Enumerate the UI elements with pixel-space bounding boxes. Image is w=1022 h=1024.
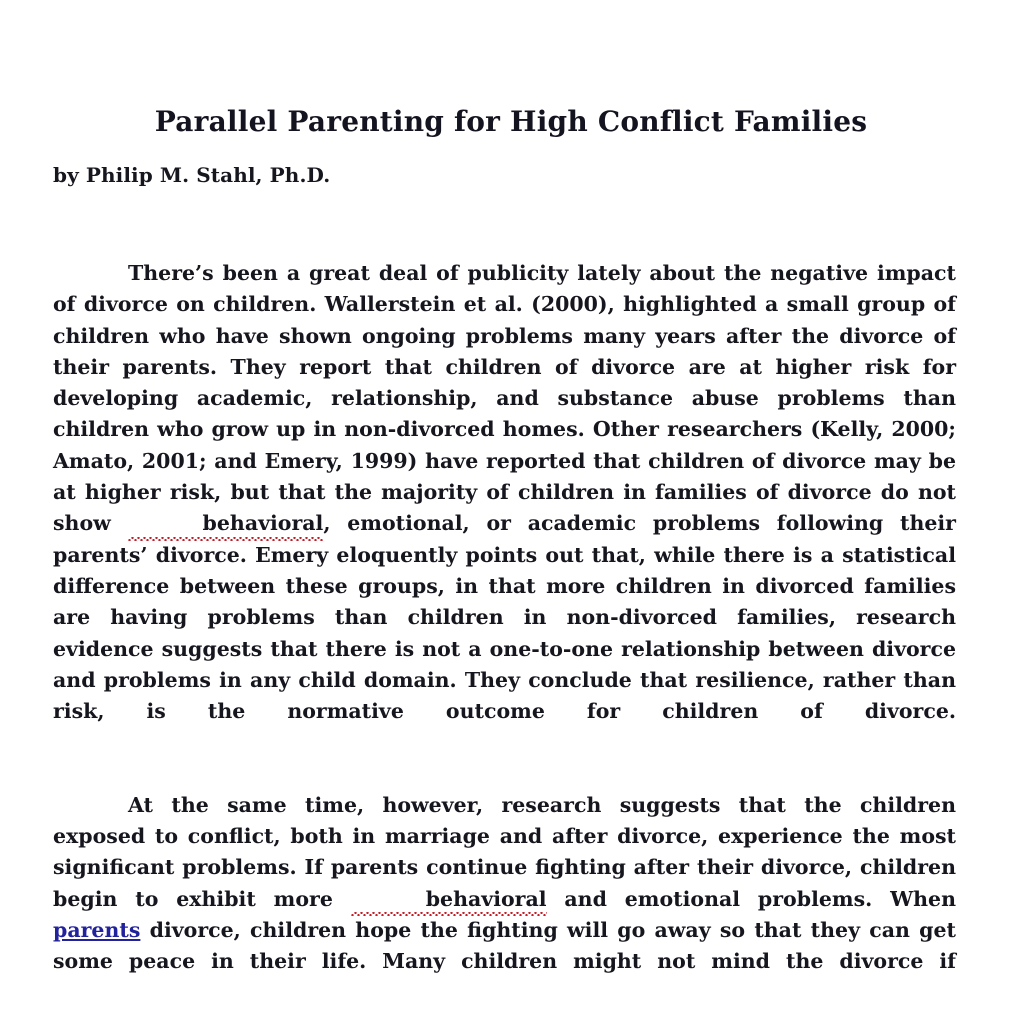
page-title: Parallel Parenting for High Conflict Families (154, 104, 868, 138)
body-paragraph: At the same time, however, research suggests that the children exposed to conflict, both in marriage and after divorce, experience the most significant problems. If parents continue fighting after their divorce, children begin to exhibit more behavioral and emotional problems. When parents divorce, children hope the fighting will go away so that they can get some peace in their life. Many children might not mind the divorce if (53, 792, 956, 974)
author-byline: by Philip M. Stahl, Ph.D. (53, 163, 331, 187)
misspelled-word[interactable]: behavioral (351, 884, 547, 915)
document-body (53, 258, 956, 1009)
misspelled-word[interactable]: behavioral (128, 508, 324, 539)
body-paragraph: There’s been a great deal of publicity lately about the negative impact of divorce on children. Wallerstein et al. (2000), highlighted a small group of children who have shown ongoing problems many years after the divorce of their parents. They report that children of divorce are at higher risk for developing academic, relationship, and substance abuse problems than children who grow up in non-divorced homes. Other researchers (Kelly, 2000; Amato, 2001; and Emery, 1999) have reported that children of divorce may be at higher risk, but that the majority of children in families of divorce do not show behavioral, emotional, or academic problems following their parents’ divorce. Emery eloquently points out that, while there is a statistical difference between these groups, in that more children in divorced families are having problems than children in non-divorced families, research evidence suggests that there is not a one-to-one relationship between divorce and problems in any child domain. They conclude that resilience, rather than risk, is the normative outcome for children of divorce. (53, 261, 956, 724)
inline-hyperlink[interactable]: parents (53, 917, 141, 942)
